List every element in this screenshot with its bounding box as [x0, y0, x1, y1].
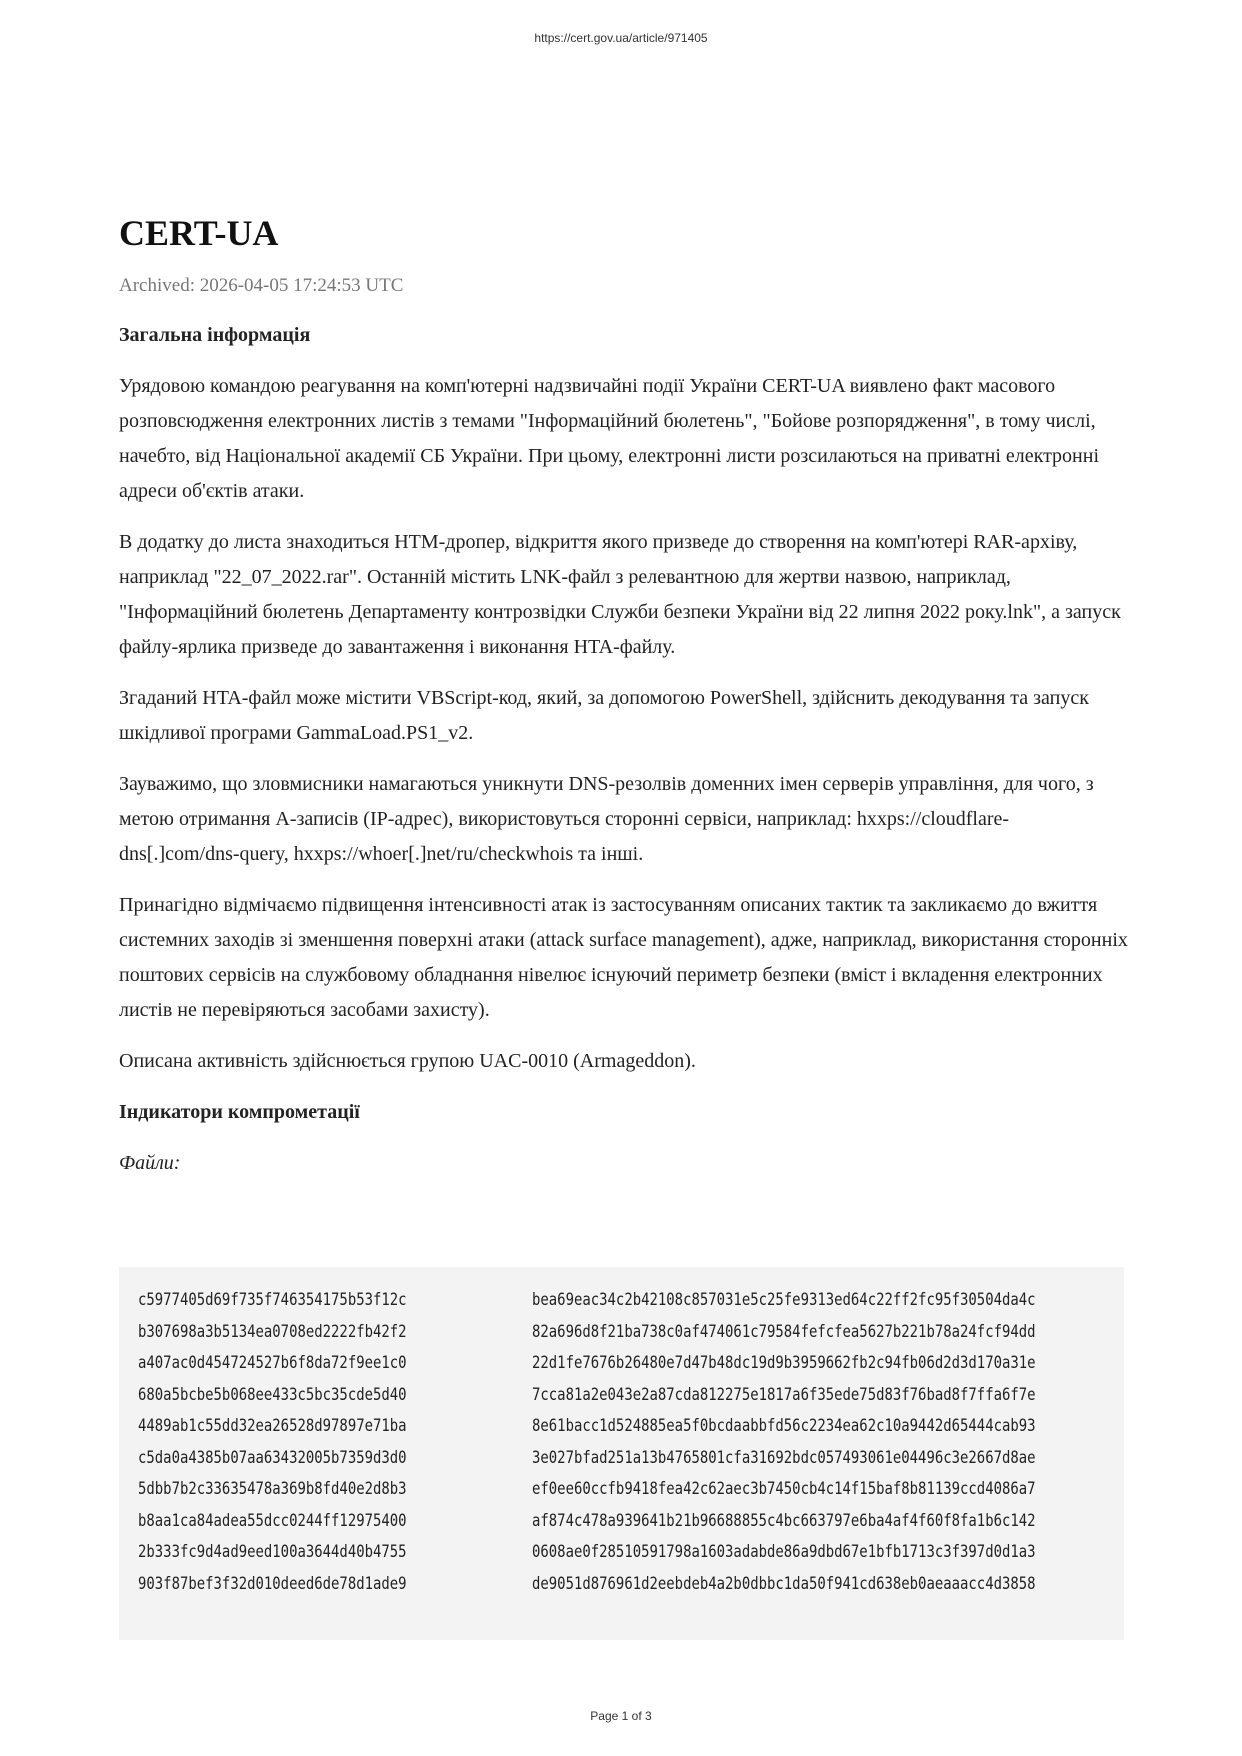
files-label: Файли: [119, 1152, 181, 1174]
page-url: https://cert.gov.ua/article/971405 [534, 31, 708, 45]
hash-code-block [119, 1267, 1124, 1640]
sha256-hash: 7cca81a2e043e2a87cda812275e1817a6f35ede75d83f76bad8f7ffa6f7e [532, 1384, 1036, 1405]
paragraph: Урядовою командою реагування на комп'ютерні надзвичайні події України CERT-UA виявлено факт масового розповсюдження електронних листів з темами "Інформаційний бюлетень", "Бойове розпорядження", в тому числі, начебто, від Національної академії СБ України. При цьому, електронні листи розсилаються на приватні електронні адреси об'єктів атаки. [119, 375, 1100, 502]
sha256-hash: 0608ae0f28510591798a1603adabde86a9dbd67e1bfb1713c3f397d0d1a3 [532, 1542, 1036, 1562]
md5-hash: 2b333fc9d4ad9eed100a3644d40b4755 [138, 1542, 407, 1562]
paragraph: Принагідно відмічаємо підвищення інтенсивності атак із застосуванням описаних тактик та закликаємо до вжиття системних заходів зі зменшення поверхні атаки (attack surface management), адже, наприклад, використання сторонніх поштових сервісів на службовому обладнання нівелює існуючий периметр безпеки (вміст і вкладення електронних листів не перевіряються засобами захисту). [119, 894, 1128, 1021]
paragraph: В додатку до листа знаходиться HTM-дропер, відкриття якого призведе до створення на комп'ютері RAR-архіву, наприклад "22_07_2022.rar". Останній містить LNK-файл з релевантною для жертви назвою, наприклад, "Інформаційний бюлетень Департаменту контрозвідки Служби безпеки України від 22 липня 2022 року.lnk", а запуск файлу-ярлика призведе до завантаження і виконання HTA-файлу. [119, 531, 1121, 658]
sha256-hash: ef0ee60ccfb9418fea42c62aec3b7450cb4c14f15baf8b81139ccd4086a7 [532, 1479, 1036, 1499]
md5-hash: b8aa1ca84adea55dcc0244ff12975400 [138, 1510, 407, 1531]
paragraph: Згаданий HTA-файл може містити VBScript-код, який, за допомогою PowerShell, здійснить декодування та запуск шкідливої програми GammaLoad.PS1_v2. [119, 687, 1089, 744]
paragraph: Описана активність здійснюється групою UAC-0010 (Armageddon). [119, 1050, 696, 1072]
sha256-hash: 82a696d8f21ba738c0af474061c79584fefcfea5627b221b78a24fcf94dd [532, 1321, 1036, 1342]
article-content [119, 210, 1129, 1181]
md5-hash: c5977405d69f735f746354175b53f12c [138, 1290, 407, 1310]
sha256-hash: de9051d876961d2eebdeb4a2b0dbbc1da50f941cd638eb0aeaaacc4d3858 [532, 1573, 1036, 1594]
md5-hash: c5da0a4385b07aa63432005b7359d3d0 [138, 1447, 407, 1468]
section-heading-ioc: Індикатори компрометації [119, 1101, 360, 1123]
sha256-hash: bea69eac34c2b42108c857031e5c25fe9313ed64c22ff2fc95f30504da4c [532, 1290, 1036, 1310]
page-number: Page 1 of 3 [590, 1709, 652, 1723]
md5-hash: a407ac0d454724527b6f8da72f9ee1c0 [138, 1353, 407, 1373]
md5-hash: 903f87bef3f32d010deed6de78d1ade9 [138, 1573, 407, 1594]
sha256-hash-column [532, 1285, 1036, 1600]
sha256-hash: 8e61bacc1d524885ea5f0bcdaabbfd56c2234ea62c10a9442d65444cab93 [532, 1416, 1036, 1436]
page-title: CERT-UA [119, 213, 279, 253]
md5-hash: 4489ab1c55dd32ea26528d97897e71ba [138, 1416, 407, 1436]
md5-hash-column [138, 1285, 407, 1600]
md5-hash: 680a5bcbe5b068ee433c5bc35cde5d40 [138, 1384, 407, 1405]
sha256-hash: af874c478a939641b21b96688855c4bc663797e6ba4af4f60f8fa1b6c142 [532, 1510, 1036, 1531]
md5-hash: 5dbb7b2c33635478a369b8fd40e2d8b3 [138, 1479, 407, 1499]
sha256-hash: 3e027bfad251a13b4765801cfa31692bdc057493061e04496c3e2667d8ae [532, 1447, 1036, 1468]
md5-hash: b307698a3b5134ea0708ed2222fb42f2 [138, 1321, 407, 1342]
sha256-hash: 22d1fe7676b26480e7d47b48dc19d9b3959662fb2c94fb06d2d3d170a31e [532, 1353, 1036, 1373]
paragraph: Зауважимо, що зловмисники намагаються уникнути DNS-резолвів доменних імен серверів управління, для чого, з метою отримання A-записів (IP-адрес), використовуться сторонні сервіси, наприклад: hxxps://cloudflare-dns[.]com/dns-query, hxxps://whoer[.]net/ru/checkwhois та інші. [119, 773, 1094, 865]
section-heading-general: Загальна інформація [119, 324, 311, 346]
archived-timestamp: Archived: 2026-04-05 17:24:53 UTC [119, 275, 404, 296]
